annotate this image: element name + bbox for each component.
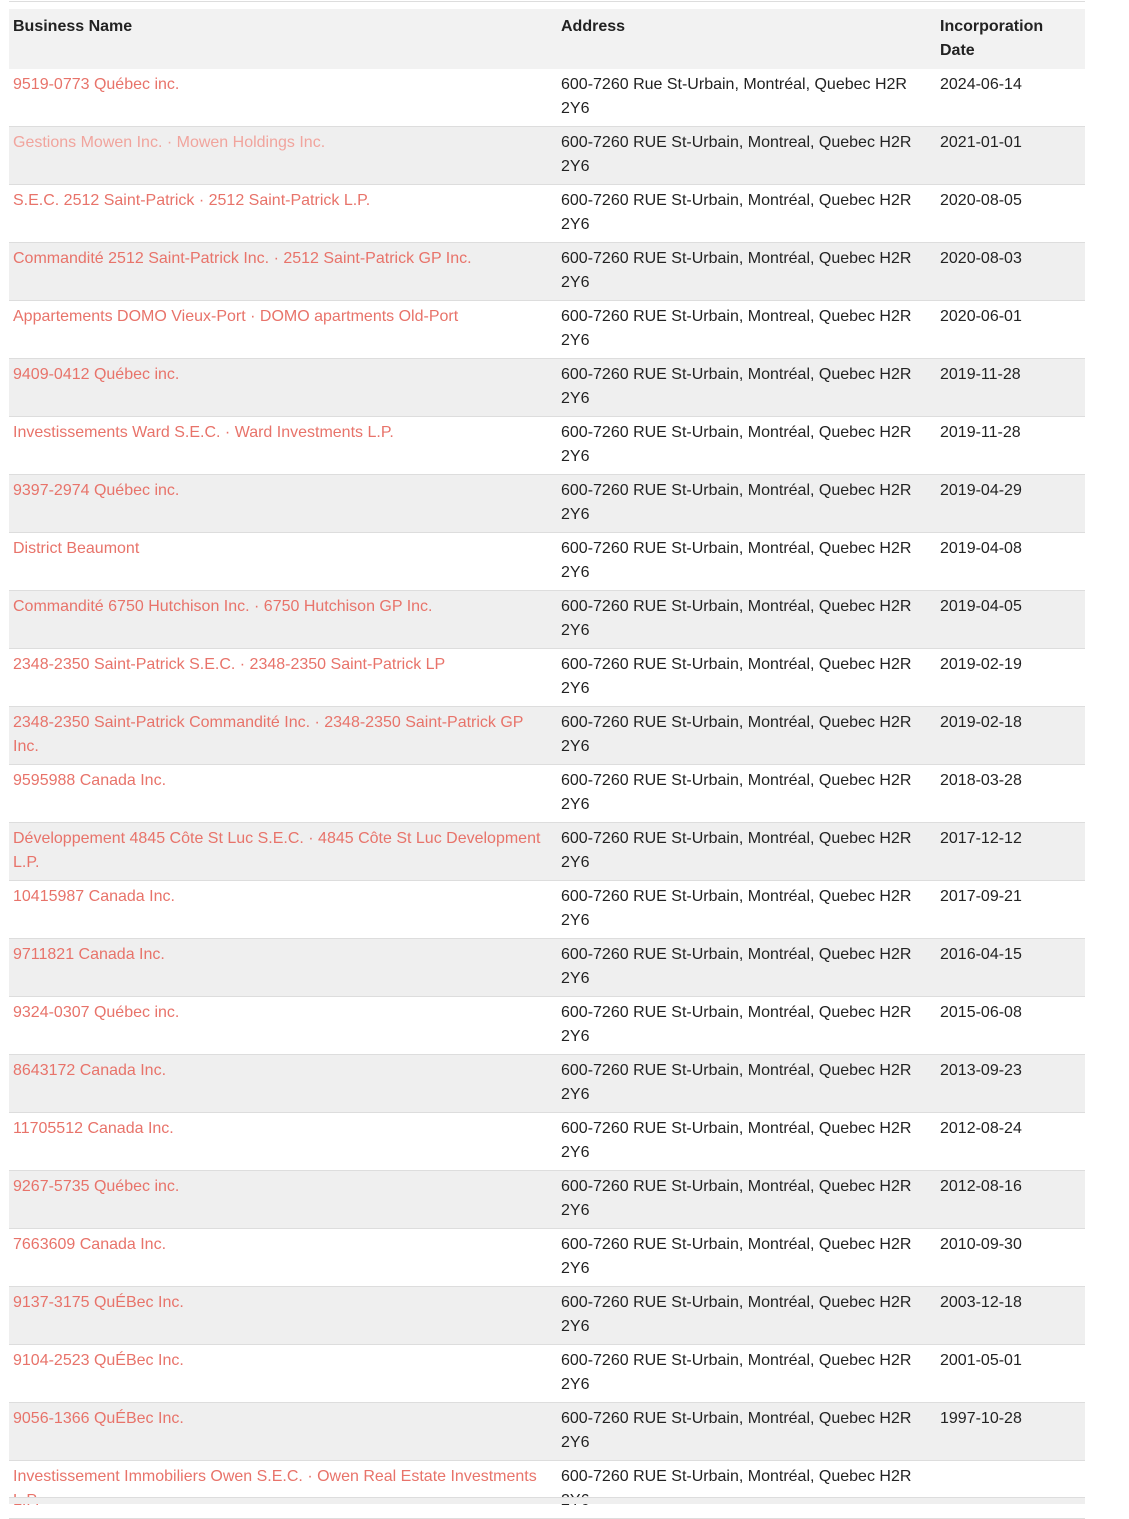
table-row [9, 939, 1085, 997]
date-cell: 2010-09-30 [936, 1229, 1085, 1287]
business-name-cell [9, 127, 557, 185]
business-link[interactable]: Commandité 6750 Hutchison Inc. · 6750 Hutchison GP Inc. [13, 598, 433, 615]
address-cell: 600-7260 RUE St-Urbain, Montréal, Quebec H2R 2Y6 [557, 359, 936, 417]
table-row [9, 765, 1085, 823]
address-cell: 600-7260 RUE St-Urbain, Montréal, Quebec H2R [557, 1461, 936, 1519]
business-link[interactable]: Investissements Ward S.E.C. · Ward Investments L.P. [13, 424, 394, 441]
table-row [9, 69, 1085, 127]
table-row [9, 533, 1085, 591]
business-name-cell [9, 881, 557, 939]
date-cell: 2019-02-18 [936, 707, 1085, 765]
date-cell: 2016-04-15 [936, 939, 1085, 997]
table-row [9, 359, 1085, 417]
table-row [9, 1403, 1085, 1461]
business-name-cell [9, 1403, 557, 1461]
address-cell: 600-7260 RUE St-Urbain, Montréal, Quebec H2R 2Y6 [557, 823, 936, 881]
header-address: Address [557, 9, 936, 69]
business-name-cell [9, 417, 557, 475]
business-name-cell [9, 765, 557, 823]
table-row [9, 1461, 1085, 1519]
business-name-cell [9, 1461, 557, 1519]
business-name-cell [9, 69, 557, 127]
table-row [9, 1287, 1085, 1345]
address-cell: 600-7260 RUE St-Urbain, Montréal, Quebec H2R 2Y6 [557, 1345, 936, 1403]
table-row [9, 1113, 1085, 1171]
table-row [9, 649, 1085, 707]
date-cell: 2019-04-29 [936, 475, 1085, 533]
business-link[interactable]: Appartements DOMO Vieux-Port · DOMO apartments Old-Port [13, 308, 459, 325]
business-table [9, 9, 1085, 1519]
business-link[interactable]: 8643172 Canada Inc. [13, 1062, 167, 1079]
address-cell: 600-7260 RUE St-Urbain, Montreal, Quebec H2R 2Y6 [557, 301, 936, 359]
date-cell: 2021-01-01 [936, 127, 1085, 185]
table-header-row [9, 9, 1085, 69]
business-link[interactable]: 9595988 Canada Inc. [13, 772, 167, 789]
date-cell [936, 1461, 1085, 1519]
top-divider [9, 1, 1085, 2]
date-cell: 2017-09-21 [936, 881, 1085, 939]
business-link[interactable]: 9104-2523 QuÉBec Inc. [13, 1352, 184, 1369]
business-name-cell [9, 243, 557, 301]
address-cell: 600-7260 RUE St-Urbain, Montréal, Quebec H2R 2Y6 [557, 881, 936, 939]
address-cell: 600-7260 RUE St-Urbain, Montréal, Quebec H2R 2Y6 [557, 475, 936, 533]
business-name-cell [9, 475, 557, 533]
business-link[interactable]: Commandité 2512 Saint-Patrick Inc. · 2512 Saint-Patrick GP Inc. [13, 250, 472, 267]
address-cell: 600-7260 RUE St-Urbain, Montréal, Quebec H2R 2Y6 [557, 939, 936, 997]
address-cell: 600-7260 RUE St-Urbain, Montréal, Quebec H2R 2Y6 [557, 1171, 936, 1229]
business-name-cell [9, 1055, 557, 1113]
business-link[interactable]: 9137-3175 QuÉBec Inc. [13, 1294, 184, 1311]
table-row [9, 417, 1085, 475]
business-name-cell [9, 707, 557, 765]
date-cell: 2015-06-08 [936, 997, 1085, 1055]
business-name-cell [9, 533, 557, 591]
header-business-name: Business Name [9, 9, 557, 69]
date-cell: 2020-06-01 [936, 301, 1085, 359]
business-link[interactable]: Développement 4845 Côte St Luc S.E.C. · 4845 Côte St Luc Development L.P. [13, 830, 541, 871]
table-row [9, 1345, 1085, 1403]
business-name-cell [9, 1287, 557, 1345]
business-name-cell [9, 185, 557, 243]
address-cell: 600-7260 RUE St-Urbain, Montréal, Quebec H2R 2Y6 [557, 707, 936, 765]
address-cell: 600-7260 Rue St-Urbain, Montréal, Quebec H2R 2Y6 [557, 69, 936, 127]
business-link[interactable]: S.E.C. 2512 Saint-Patrick · 2512 Saint-Patrick L.P. [13, 192, 371, 209]
table-row [9, 243, 1085, 301]
business-name-cell [9, 1345, 557, 1403]
table-row [9, 823, 1085, 881]
table-row [9, 475, 1085, 533]
date-cell: 2019-02-19 [936, 649, 1085, 707]
date-cell: 2019-11-28 [936, 359, 1085, 417]
table-row [9, 185, 1085, 243]
address-cell: 600-7260 RUE St-Urbain, Montréal, Quebec H2R 2Y6 [557, 1055, 936, 1113]
date-cell: 2001-05-01 [936, 1345, 1085, 1403]
business-link[interactable]: Gestions Mowen Inc. · Mowen Holdings Inc. [13, 134, 326, 151]
business-link[interactable]: 9056-1366 QuÉBec Inc. [13, 1410, 184, 1427]
table-row [9, 127, 1085, 185]
date-cell: 2019-04-05 [936, 591, 1085, 649]
date-cell: 2012-08-16 [936, 1171, 1085, 1229]
date-cell: 2024-06-14 [936, 69, 1085, 127]
table-row [9, 997, 1085, 1055]
table-row [9, 301, 1085, 359]
address-cell: 600-7260 RUE St-Urbain, Montréal, Quebec H2R 2Y6 [557, 243, 936, 301]
date-cell: 1997-10-28 [936, 1403, 1085, 1461]
address-cell: 600-7260 RUE St-Urbain, Montréal, Quebec H2R 2Y6 [557, 591, 936, 649]
table-row [9, 1229, 1085, 1287]
date-cell: 2003-12-18 [936, 1287, 1085, 1345]
address-cell: 600-7260 RUE St-Urbain, Montréal, Quebec H2R 2Y6 [557, 1229, 936, 1287]
business-name-cell [9, 1113, 557, 1171]
business-link[interactable]: 9397-2974 Québec inc. [13, 482, 180, 499]
business-link[interactable]: 2348-2350 Saint-Patrick Commandité Inc. · 2348-2350 Saint-Patrick GP Inc. [13, 714, 524, 755]
business-link[interactable]: 7663609 Canada Inc. [13, 1236, 167, 1253]
date-cell: 2020-08-05 [936, 185, 1085, 243]
business-name-cell [9, 1171, 557, 1229]
date-cell: 2017-12-12 [936, 823, 1085, 881]
business-link[interactable]: 9409-0412 Québec inc. [13, 366, 180, 383]
business-link[interactable]: 10415987 Canada Inc. [13, 888, 175, 905]
header-incorporation-date: Incorporation Date [936, 9, 1085, 69]
business-link[interactable]: 9267-5735 Québec inc. [13, 1178, 180, 1195]
table-row [9, 707, 1085, 765]
business-name-cell [9, 1229, 557, 1287]
date-cell: 2018-03-28 [936, 765, 1085, 823]
business-link[interactable]: 11705512 Canada Inc. [13, 1120, 174, 1137]
business-name-cell [9, 591, 557, 649]
address-cell: 600-7260 RUE St-Urbain, Montréal, Quebec H2R 2Y6 [557, 1403, 936, 1461]
business-name-cell [9, 823, 557, 881]
business-link[interactable]: Investissement Immobiliers Owen S.E.C. · Owen Real Estate Investments [13, 1468, 537, 1485]
address-cell: 600-7260 RUE St-Urbain, Montréal, Quebec H2R 2Y6 [557, 997, 936, 1055]
table-row [9, 591, 1085, 649]
table-row [9, 881, 1085, 939]
business-name-cell [9, 301, 557, 359]
business-link[interactable]: 9519-0773 Québec inc. [13, 76, 180, 93]
business-link[interactable]: District Beaumont [13, 540, 140, 557]
address-cell: 600-7260 RUE St-Urbain, Montréal, Quebec H2R 2Y6 [557, 417, 936, 475]
address-cell: 600-7260 RUE St-Urbain, Montréal, Quebec H2R 2Y6 [557, 533, 936, 591]
date-cell: 2020-08-03 [936, 243, 1085, 301]
business-name-cell [9, 997, 557, 1055]
business-name-cell [9, 649, 557, 707]
table-row [9, 1055, 1085, 1113]
address-cell: 600-7260 RUE St-Urbain, Montréal, Quebec H2R 2Y6 [557, 765, 936, 823]
date-cell: 2012-08-24 [936, 1113, 1085, 1171]
address-cell: 600-7260 RUE St-Urbain, Montréal, Quebec H2R 2Y6 [557, 1287, 936, 1345]
date-cell: 2019-04-08 [936, 533, 1085, 591]
business-name-cell [9, 359, 557, 417]
address-cell: 600-7260 RUE St-Urbain, Montreal, Quebec H2R 2Y6 [557, 127, 936, 185]
business-name-cell [9, 939, 557, 997]
date-cell: 2013-09-23 [936, 1055, 1085, 1113]
business-link[interactable]: 9711821 Canada Inc. [13, 946, 165, 963]
business-link[interactable]: 9324-0307 Québec inc. [13, 1004, 180, 1021]
address-cell: 600-7260 RUE St-Urbain, Montréal, Quebec H2R 2Y6 [557, 649, 936, 707]
date-cell: 2019-11-28 [936, 417, 1085, 475]
business-link[interactable]: 2348-2350 Saint-Patrick S.E.C. · 2348-2350 Saint-Patrick LP [13, 656, 446, 673]
address-cell: 600-7260 RUE St-Urbain, Montréal, Quebec H2R 2Y6 [557, 185, 936, 243]
table-row [9, 1171, 1085, 1229]
address-cell: 600-7260 RUE St-Urbain, Montréal, Quebec H2R 2Y6 [557, 1113, 936, 1171]
